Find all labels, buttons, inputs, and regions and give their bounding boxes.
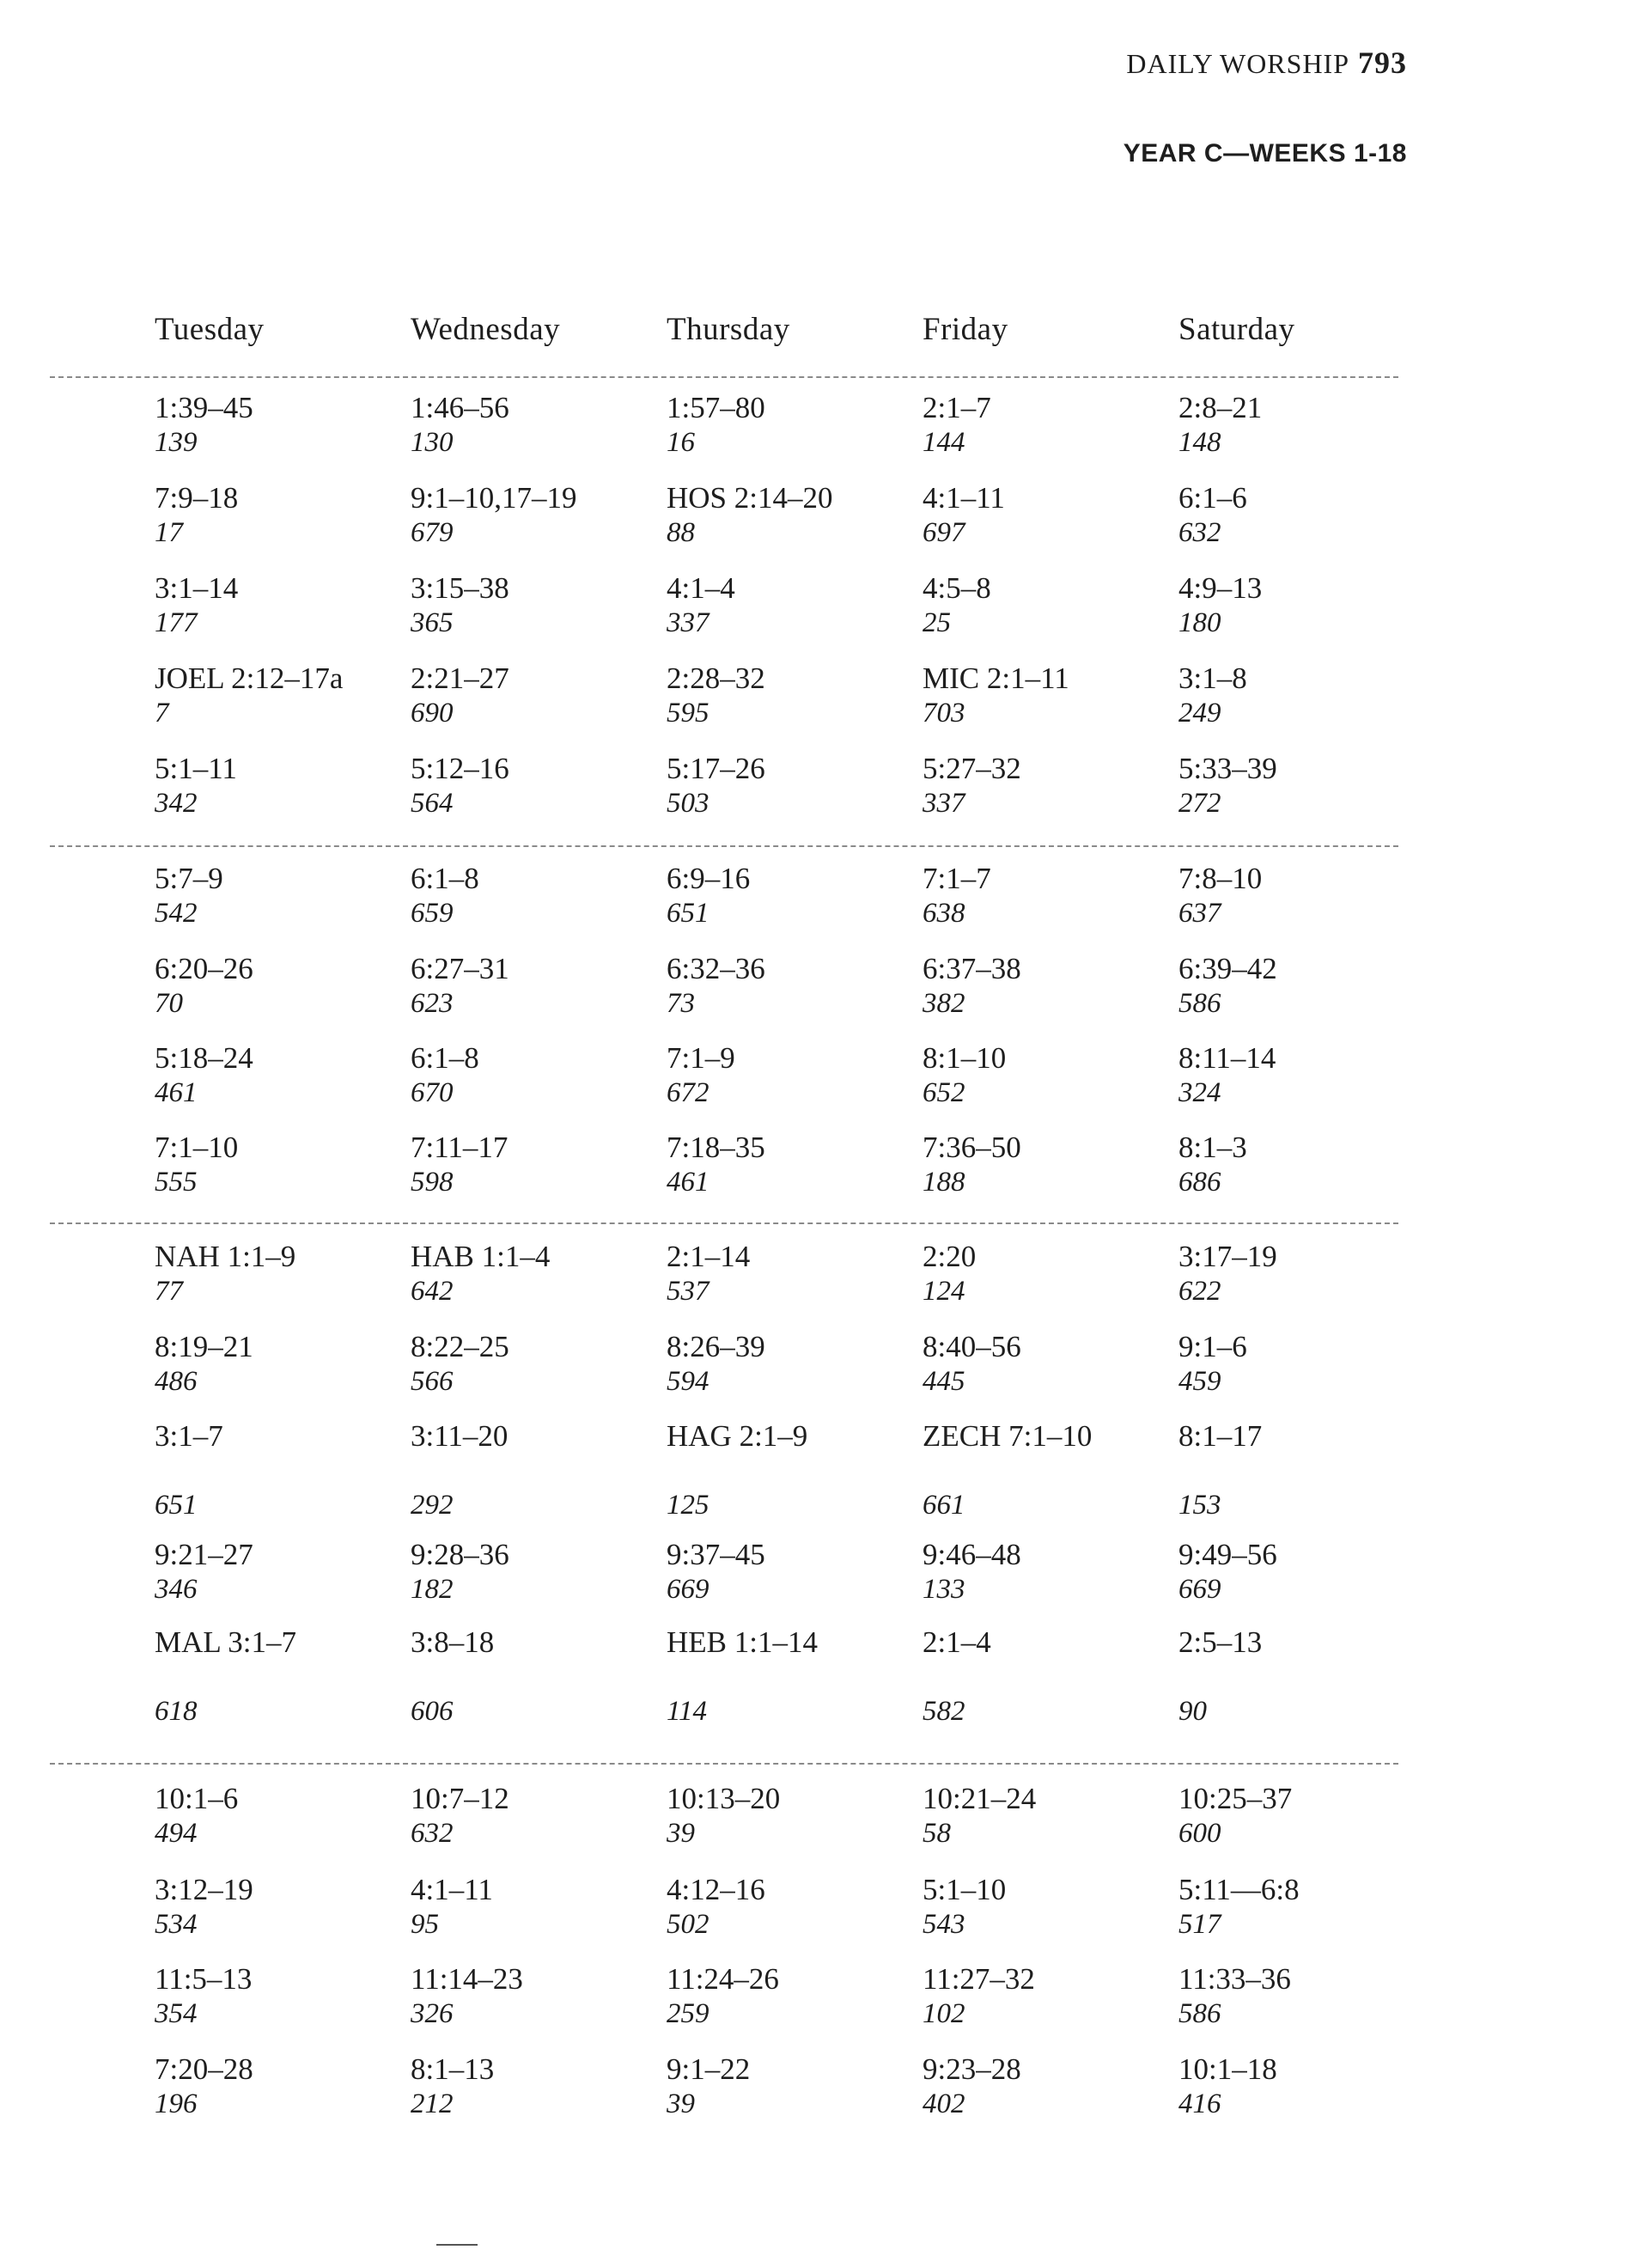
- scripture-reference: 8:19–21: [155, 1330, 253, 1363]
- hymn-number: 594: [667, 1366, 709, 1397]
- scripture-reference: 5:7–9: [155, 862, 223, 895]
- scripture-reference: 2:8–21: [1178, 391, 1263, 424]
- scripture-reference: 3:11–20: [411, 1419, 508, 1453]
- hymn-number: 669: [1178, 1574, 1221, 1605]
- scripture-reference: 1:46–56: [411, 391, 509, 424]
- scripture-reference: 8:22–25: [411, 1330, 509, 1363]
- scripture-reference: 5:17–26: [667, 752, 765, 785]
- scripture-reference: 11:33–36: [1178, 1962, 1291, 1996]
- scripture-reference: NAH 1:1–9: [155, 1240, 296, 1273]
- scripture-reference: 7:1–9: [667, 1041, 735, 1075]
- scripture-reference: 7:36–50: [923, 1131, 1021, 1164]
- scripture-reference: 10:1–18: [1178, 2052, 1277, 2086]
- scripture-reference: 8:1–13: [411, 2052, 495, 2086]
- scripture-reference: 3:17–19: [1178, 1240, 1277, 1273]
- column-header-thursday: Thursday: [667, 312, 790, 347]
- scripture-reference: HAG 2:1–9: [667, 1419, 808, 1453]
- hymn-number: 125: [667, 1490, 709, 1521]
- hymn-number: 130: [411, 427, 454, 458]
- hymn-number: 114: [667, 1696, 708, 1727]
- column-header-wednesday: Wednesday: [411, 312, 561, 347]
- hymn-number: 17: [155, 517, 183, 548]
- scripture-reference: 10:21–24: [923, 1782, 1037, 1815]
- scripture-reference: 4:9–13: [1178, 571, 1263, 605]
- column-header-tuesday: Tuesday: [155, 312, 265, 347]
- scripture-reference: 5:1–11: [155, 752, 237, 785]
- scripture-reference: 7:18–35: [667, 1131, 765, 1164]
- hymn-number: 416: [1178, 2088, 1221, 2119]
- scripture-reference: 7:20–28: [155, 2052, 253, 2086]
- hymn-number: 7: [155, 698, 169, 729]
- scripture-reference: 3:1–14: [155, 571, 239, 605]
- scripture-reference: 5:11—6:8: [1178, 1873, 1300, 1906]
- hymn-number: 623: [411, 988, 454, 1019]
- scripture-reference: 9:1–10,17–19: [411, 481, 577, 515]
- hymn-number: 494: [155, 1818, 198, 1849]
- hymn-number: 144: [923, 427, 965, 458]
- hymn-number: 669: [667, 1574, 709, 1605]
- hymn-number: 542: [155, 898, 198, 929]
- hymn-number: 686: [1178, 1167, 1221, 1198]
- column-headers: [0, 311, 1632, 354]
- hymn-number: 534: [155, 1909, 198, 1940]
- hymn-number: 445: [923, 1366, 965, 1397]
- hymn-number: 39: [667, 1818, 695, 1849]
- scripture-reference: 7:9–18: [155, 481, 239, 515]
- scripture-reference: 3:15–38: [411, 571, 509, 605]
- hymn-number: 566: [411, 1366, 454, 1397]
- hymn-number: 188: [923, 1167, 965, 1198]
- hymn-number: 153: [1178, 1490, 1221, 1521]
- scripture-reference: 7:8–10: [1178, 862, 1263, 895]
- footer-mark: [436, 2244, 478, 2246]
- scripture-reference: 7:1–10: [155, 1131, 239, 1164]
- hymn-number: 326: [411, 1998, 454, 2029]
- hymn-number: 670: [411, 1077, 454, 1108]
- hymn-number: 337: [923, 788, 965, 819]
- hymn-number: 622: [1178, 1276, 1221, 1307]
- scripture-reference: 9:1–6: [1178, 1330, 1247, 1363]
- scripture-reference: 2:1–4: [923, 1625, 991, 1659]
- hymn-number: 73: [667, 988, 695, 1019]
- week-divider: [50, 1763, 1398, 1765]
- scripture-reference: 2:1–14: [667, 1240, 751, 1273]
- scripture-reference: 10:7–12: [411, 1782, 509, 1815]
- column-header-saturday: Saturday: [1178, 312, 1295, 347]
- hymn-number: 672: [667, 1077, 709, 1108]
- scripture-reference: 9:37–45: [667, 1538, 765, 1571]
- hymn-number: 586: [1178, 988, 1221, 1019]
- scripture-reference: 5:1–10: [923, 1873, 1007, 1906]
- scripture-reference: 8:26–39: [667, 1330, 765, 1363]
- hymn-number: 124: [923, 1276, 965, 1307]
- scripture-reference: 6:39–42: [1178, 952, 1277, 985]
- hymn-number: 638: [923, 898, 965, 929]
- hymn-number: 249: [1178, 698, 1221, 729]
- hymn-number: 346: [155, 1574, 198, 1605]
- scripture-reference: 9:28–36: [411, 1538, 509, 1571]
- section-title: YEAR C—WEEKS 1-18: [1123, 139, 1407, 168]
- week-divider: [50, 845, 1398, 847]
- scripture-reference: 3:8–18: [411, 1625, 495, 1659]
- scripture-reference: 8:40–56: [923, 1330, 1021, 1363]
- scripture-reference: 6:20–26: [155, 952, 253, 985]
- scripture-reference: 6:1–8: [411, 862, 479, 895]
- hymn-number: 25: [923, 607, 951, 638]
- hymn-number: 503: [667, 788, 709, 819]
- scripture-reference: 6:27–31: [411, 952, 509, 985]
- scripture-reference: ZECH 7:1–10: [923, 1419, 1093, 1453]
- hymn-number: 537: [667, 1276, 709, 1307]
- hymn-number: 600: [1178, 1818, 1221, 1849]
- scripture-reference: 3:12–19: [155, 1873, 253, 1906]
- scripture-reference: 10:1–6: [155, 1782, 239, 1815]
- scripture-reference: 1:39–45: [155, 391, 253, 424]
- hymn-number: 272: [1178, 788, 1221, 819]
- scripture-reference: HOS 2:14–20: [667, 481, 833, 515]
- hymn-number: 486: [155, 1366, 198, 1397]
- scripture-reference: 11:24–26: [667, 1962, 779, 1996]
- hymn-number: 606: [411, 1696, 454, 1727]
- scripture-reference: 9:46–48: [923, 1538, 1021, 1571]
- scripture-reference: 8:1–3: [1178, 1131, 1247, 1164]
- page-number: 793: [1358, 46, 1407, 80]
- scripture-reference: 1:57–80: [667, 391, 765, 424]
- scripture-reference: 11:5–13: [155, 1962, 253, 1996]
- hymn-number: 95: [411, 1909, 439, 1940]
- scripture-reference: 4:12–16: [667, 1873, 765, 1906]
- scripture-reference: 9:23–28: [923, 2052, 1021, 2086]
- scripture-reference: 5:18–24: [155, 1041, 253, 1075]
- scripture-reference: 2:28–32: [667, 662, 765, 695]
- scripture-reference: 4:5–8: [923, 571, 991, 605]
- scripture-reference: 9:1–22: [667, 2052, 751, 2086]
- scripture-reference: 5:33–39: [1178, 752, 1277, 785]
- hymn-number: 632: [411, 1818, 454, 1849]
- hymn-number: 459: [1178, 1366, 1221, 1397]
- scripture-reference: 6:32–36: [667, 952, 765, 985]
- scripture-reference: 2:5–13: [1178, 1625, 1263, 1659]
- scripture-reference: 11:14–23: [411, 1962, 523, 1996]
- hymn-number: 659: [411, 898, 454, 929]
- hymn-number: 177: [155, 607, 198, 638]
- hymn-number: 16: [667, 427, 695, 458]
- hymn-number: 543: [923, 1909, 965, 1940]
- hymn-number: 690: [411, 698, 454, 729]
- scripture-reference: 6:37–38: [923, 952, 1021, 985]
- scripture-reference: MIC 2:1–11: [923, 662, 1069, 695]
- scripture-reference: 6:1–6: [1178, 481, 1247, 515]
- hymn-number: 651: [667, 898, 709, 929]
- hymn-number: 618: [155, 1696, 198, 1727]
- hymn-number: 342: [155, 788, 198, 819]
- scripture-reference: 4:1–11: [411, 1873, 493, 1906]
- scripture-reference: 6:9–16: [667, 862, 751, 895]
- scripture-reference: 4:1–4: [667, 571, 735, 605]
- hymn-number: 365: [411, 607, 454, 638]
- hymn-number: 461: [155, 1077, 198, 1108]
- hymn-number: 354: [155, 1998, 198, 2029]
- scripture-reference: 9:49–56: [1178, 1538, 1277, 1571]
- hymn-number: 259: [667, 1998, 709, 2029]
- hymn-number: 39: [667, 2088, 695, 2119]
- scripture-reference: 10:13–20: [667, 1782, 781, 1815]
- hymn-number: 133: [923, 1574, 965, 1605]
- scripture-reference: 8:1–10: [923, 1041, 1007, 1075]
- hymn-number: 637: [1178, 898, 1221, 929]
- hymn-number: 586: [1178, 1998, 1221, 2029]
- hymn-number: 555: [155, 1167, 198, 1198]
- hymn-number: 461: [667, 1167, 709, 1198]
- running-title: DAILY WORSHIP: [1126, 48, 1349, 79]
- hymn-number: 337: [667, 607, 709, 638]
- scripture-reference: 2:1–7: [923, 391, 991, 424]
- scripture-reference: 6:1–8: [411, 1041, 479, 1075]
- scripture-reference: MAL 3:1–7: [155, 1625, 296, 1659]
- hymn-number: 402: [923, 2088, 965, 2119]
- scripture-reference: 4:1–11: [923, 481, 1005, 515]
- hymn-number: 651: [155, 1490, 198, 1521]
- hymn-number: 564: [411, 788, 454, 819]
- hymn-number: 661: [923, 1490, 965, 1521]
- hymn-number: 595: [667, 698, 709, 729]
- scripture-reference: 5:27–32: [923, 752, 1021, 785]
- hymn-number: 632: [1178, 517, 1221, 548]
- hymn-number: 58: [923, 1818, 951, 1849]
- hymn-number: 517: [1178, 1909, 1221, 1940]
- hymn-number: 102: [923, 1998, 965, 2029]
- hymn-number: 703: [923, 698, 965, 729]
- hymn-number: 697: [923, 517, 965, 548]
- scripture-reference: 7:1–7: [923, 862, 991, 895]
- week-divider: [50, 1222, 1398, 1224]
- hymn-number: 77: [155, 1276, 183, 1307]
- scripture-reference: 5:12–16: [411, 752, 509, 785]
- hymn-number: 196: [155, 2088, 198, 2119]
- scripture-reference: 11:27–32: [923, 1962, 1035, 1996]
- hymn-number: 582: [923, 1696, 965, 1727]
- hymn-number: 598: [411, 1167, 454, 1198]
- column-header-friday: Friday: [923, 312, 1008, 347]
- hymn-number: 382: [923, 988, 965, 1019]
- scripture-reference: 8:1–17: [1178, 1419, 1263, 1453]
- scripture-reference: 7:11–17: [411, 1131, 508, 1164]
- hymn-number: 502: [667, 1909, 709, 1940]
- scripture-reference: 3:1–7: [155, 1419, 223, 1453]
- scripture-reference: 2:21–27: [411, 662, 509, 695]
- hymn-number: 652: [923, 1077, 965, 1108]
- hymn-number: 324: [1178, 1077, 1221, 1108]
- scripture-reference: 10:25–37: [1178, 1782, 1293, 1815]
- hymn-number: 679: [411, 517, 454, 548]
- hymn-number: 292: [411, 1490, 454, 1521]
- hymn-number: 90: [1178, 1696, 1207, 1727]
- hymn-number: 70: [155, 988, 183, 1019]
- scripture-reference: JOEL 2:12–17a: [155, 662, 344, 695]
- hymn-number: 148: [1178, 427, 1221, 458]
- hymn-number: 139: [155, 427, 198, 458]
- hymn-number: 182: [411, 1574, 454, 1605]
- hymn-number: 642: [411, 1276, 454, 1307]
- scripture-reference: 8:11–14: [1178, 1041, 1276, 1075]
- running-head: [1126, 45, 1407, 81]
- scripture-reference: 9:21–27: [155, 1538, 253, 1571]
- scripture-reference: HAB 1:1–4: [411, 1240, 551, 1273]
- hymn-number: 88: [667, 517, 695, 548]
- scripture-reference: 3:1–8: [1178, 662, 1247, 695]
- hymn-number: 212: [411, 2088, 454, 2119]
- hymn-number: 180: [1178, 607, 1221, 638]
- scripture-reference: 2:20: [923, 1240, 977, 1273]
- scripture-reference: HEB 1:1–14: [667, 1625, 818, 1659]
- header-divider: [50, 376, 1398, 378]
